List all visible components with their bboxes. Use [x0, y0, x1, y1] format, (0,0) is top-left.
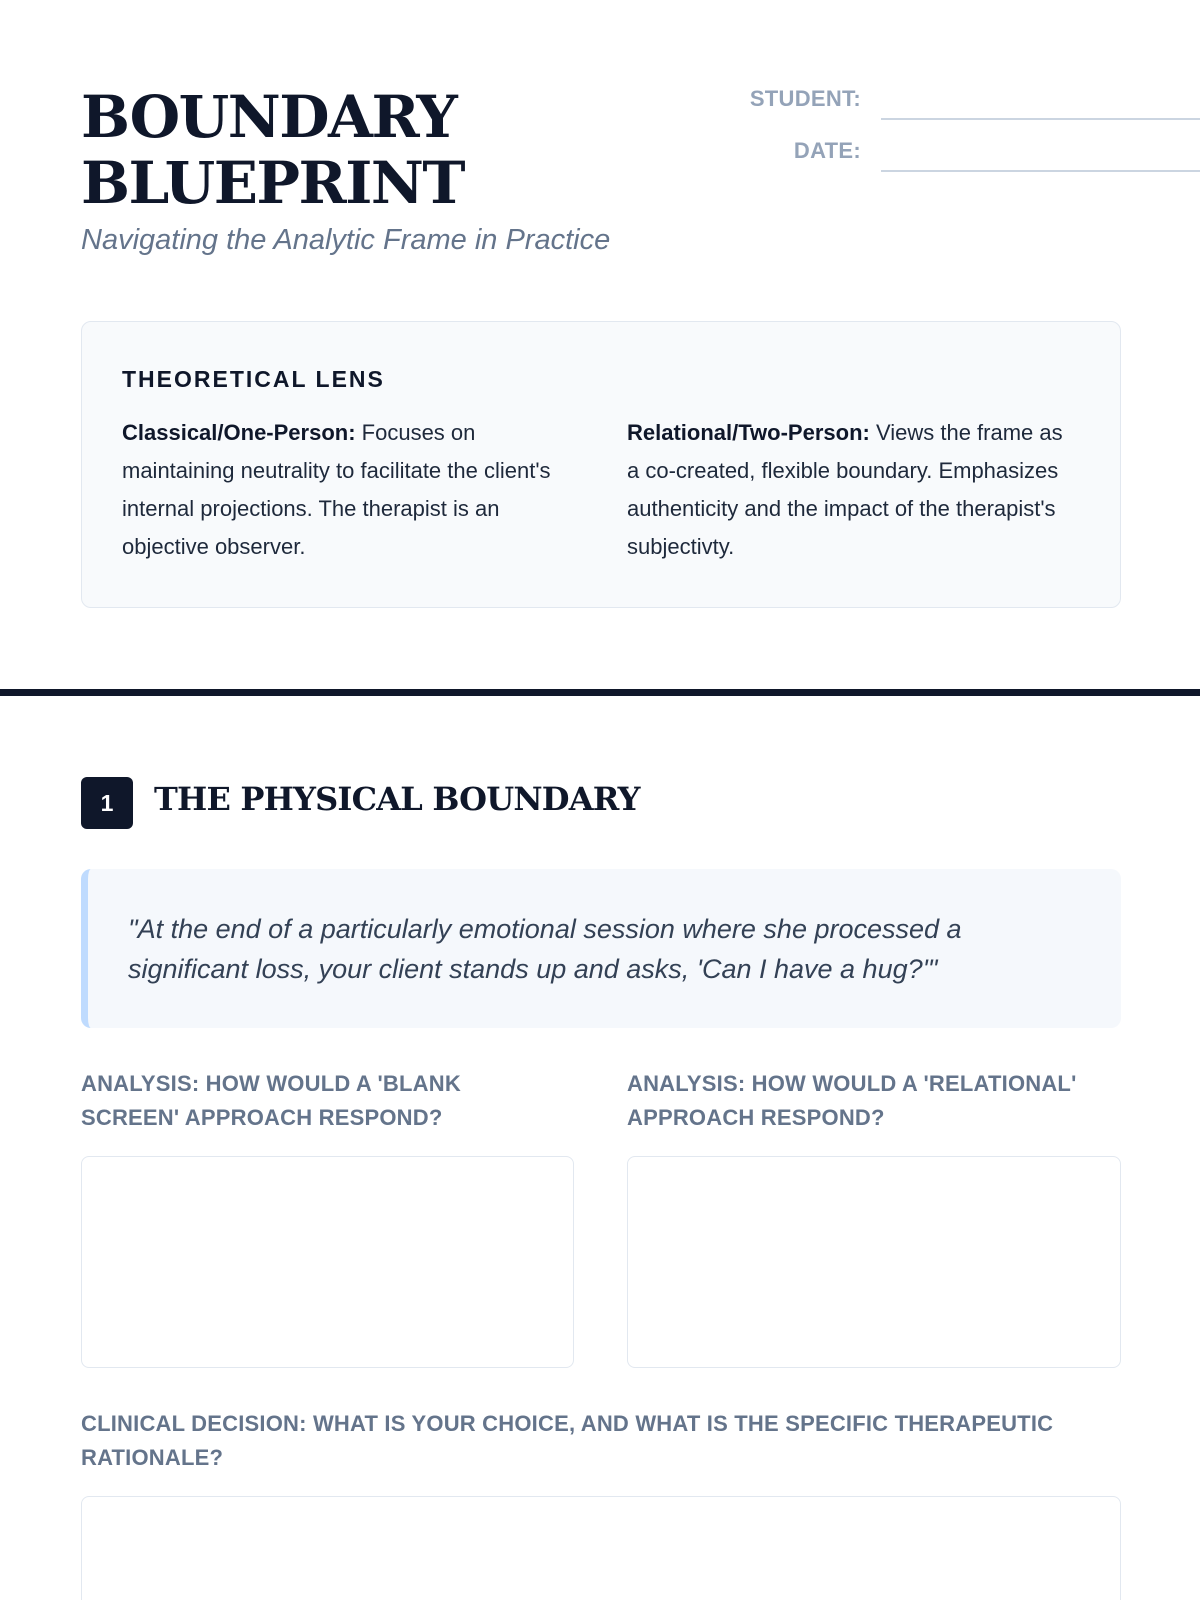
- lens-classical-term: Classical/One-Person:: [122, 420, 356, 445]
- lens-relational: [627, 414, 1067, 566]
- lens-classical-text: Focuses on maintaining neutrality to facilitate the client's internal projections. The therapist is an objective observer.: [122, 420, 551, 559]
- question-clinical-decision: CLINICAL DECISION: WHAT IS YOUR CHOICE, AND WHAT IS THE SPECIFIC THERAPEUTIC RATIONALE?: [81, 1411, 1054, 1470]
- student-label: STUDENT:: [749, 86, 861, 111]
- lens-heading: THEORETICAL LENS: [122, 366, 385, 392]
- student-name-field[interactable]: [881, 118, 1200, 120]
- answer-box-clinical-decision[interactable]: [81, 1496, 1121, 1600]
- lens-relational-text: Views the frame as a co-created, flexible boundary. Emphasizes authenticity and the impact of the therapist's subjectivty.: [627, 420, 1063, 559]
- worksheet-header: [81, 84, 1121, 274]
- date-row: [701, 136, 1200, 176]
- answer-box-blank-screen[interactable]: [81, 1156, 574, 1368]
- lens-relational-term: Relational/Two-Person:: [627, 420, 870, 445]
- page-title: [81, 84, 581, 216]
- section-title: THE PHYSICAL BOUNDARY: [154, 780, 640, 818]
- theoretical-lens-card: [81, 321, 1121, 608]
- date-label: DATE:: [793, 138, 861, 163]
- scenario-text: "At the end of a particularly emotional session where she processed a significant loss, your client stands up and asks, 'Can I have a hug?'": [128, 914, 962, 984]
- section-divider: [0, 689, 1200, 696]
- student-row: [701, 84, 1200, 124]
- title-line-1: BOUNDARY: [81, 83, 457, 151]
- section-number-badge: 1: [81, 777, 133, 829]
- question-relational: ANALYSIS: HOW WOULD A 'RELATIONAL' APPROACH RESPOND?: [627, 1071, 1077, 1130]
- question-blank-screen: ANALYSIS: HOW WOULD A 'BLANK SCREEN' APPROACH RESPOND?: [81, 1071, 461, 1130]
- lens-classical: [122, 414, 562, 566]
- scenario-callout: [81, 869, 1121, 1028]
- answer-box-relational[interactable]: [627, 1156, 1121, 1368]
- page-subtitle: Navigating the Analytic Frame in Practice: [81, 224, 611, 256]
- date-field[interactable]: [881, 170, 1200, 172]
- title-line-2: BLUEPRINT: [81, 149, 465, 217]
